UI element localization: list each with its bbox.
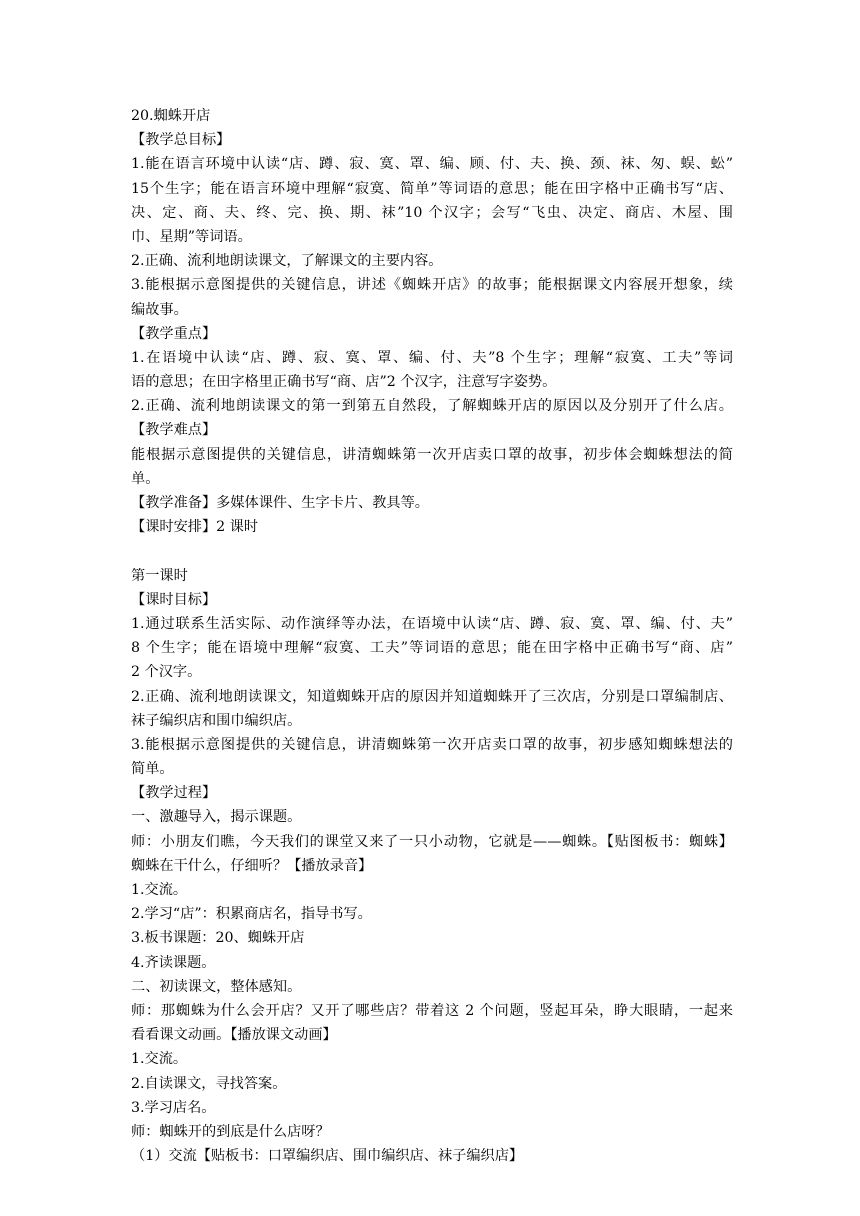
text-line: 师：那蜘蛛为什么会开店？又开了哪些店？带着这 2 个问题，竖起耳朵，睁大眼睛，一起来: [131, 1002, 733, 1019]
text-line: 第一课时: [131, 567, 188, 584]
text-line: 2.自读课文，寻找答案。: [131, 1075, 287, 1092]
text-line: 1.交流。: [131, 882, 188, 898]
text-line: 2 个汉字。: [131, 664, 202, 681]
text-line: 决、定、商、夫、终、完、换、期、袜”10 个汉字；会写“飞虫、决定、商店、木屋、围: [131, 204, 733, 221]
text-line: 1.通过联系生活实际、动作演绎等办法，在语境中认读“店、蹲、寂、寞、罩、编、付、夫”: [131, 615, 733, 632]
text-line: 3.能根据示意图提供的关键信息，讲述《蜘蛛开店》的故事；能根据课文内容展开想象，续: [131, 277, 733, 294]
text-line: 3.学习店名。: [131, 1099, 216, 1116]
text-line: 【教学重点】: [131, 325, 217, 342]
text-line: 2.正确、流利地朗读课文的第一到第五自然段，了解蜘蛛开店的原因以及分别开了什么店。: [131, 398, 733, 415]
text-line: 3.板书课题：20、蜘蛛开店: [131, 930, 305, 947]
text-line: 3.能根据示意图提供的关键信息，讲清蜘蛛第一次开店卖口罩的故事，初步感知蜘蛛想法的: [131, 736, 733, 753]
blank-line: [131, 539, 733, 563]
text-line: 单。: [131, 470, 160, 487]
text-line: 袜子编织店和围巾编织店。: [131, 712, 302, 729]
text-line: 1.在语境中认读“店、蹲、寂、寞、罩、编、付、夫”8 个生字；理解“寂寞、工夫”等词: [131, 349, 733, 366]
text-line: 师：蜘蛛开的到底是什么店呀？: [131, 1123, 330, 1140]
text-line: 2.正确、流利地朗读课文，了解课文的主要内容。: [131, 253, 443, 270]
text-line: 【教学难点】: [131, 422, 217, 439]
text-line: 二、初读课文，整体感知。: [131, 978, 302, 995]
text-line: 语的意思；在田字格里正确书写“商、店”2 个汉字，注意写字姿势。: [131, 374, 557, 391]
text-line: 【课时目标】: [131, 591, 217, 608]
text-line: 【课时安排】2 课时: [131, 519, 259, 536]
text-line: 15个生字；能在语言环境中理解“寂寞、简单”等词语的意思；能在田字格中正确书写“店、: [131, 180, 733, 197]
text-line: 【教学准备】多媒体课件、生字卡片、教具等。: [131, 495, 429, 511]
text-line: 师：小朋友们瞧，今天我们的课堂又来了一只小动物，它就是——蜘蛛。【贴图板书：蜘蛛】: [131, 833, 733, 850]
text-line: 【教学总目标】: [131, 132, 231, 149]
text-line: 简单。: [131, 761, 174, 778]
text-line: 巾、星期”等词语。: [131, 228, 252, 245]
text-line: （1）交流【贴板书：口罩编织店、围巾编织店、袜子编织店】: [131, 1148, 524, 1165]
text-line: 20.蜘蛛开店: [131, 108, 211, 124]
text-line: 看看课文动画。【播放课文动画】: [131, 1027, 337, 1044]
text-line: 编故事。: [131, 301, 188, 318]
text-line: 1.交流。: [131, 1051, 188, 1068]
text-line: 2.正确、流利地朗读课文，知道蜘蛛开店的原因并知道蜘蛛开了三次店，分别是口罩编制店、: [131, 688, 733, 705]
text-line: 2.学习“店”：积累商店名，指导书写。: [131, 906, 372, 923]
text-line: 【教学过程】: [131, 785, 217, 802]
text-line: 蜘蛛在干什么，仔细听？【播放录音】: [131, 857, 373, 874]
text-line: 一、激趣导入，揭示课题。: [131, 809, 302, 826]
text-line: 4.齐读课题。: [131, 954, 216, 971]
text-line: 能根据示意图提供的关键信息，讲清蜘蛛第一次开店卖口罩的故事，初步体会蜘蛛想法的简: [131, 446, 733, 463]
document-body: [131, 104, 733, 1168]
text-line: 8 个生字；能在语境中理解“寂寞、工夫”等词语的意思；能在田字格中正确书写“商、店”: [131, 640, 733, 657]
text-line: 1.能在语言环境中认读“店、蹲、寂、寞、罩、编、顾、付、夫、换、颈、袜、匆、蜈、蚣”: [131, 156, 733, 173]
